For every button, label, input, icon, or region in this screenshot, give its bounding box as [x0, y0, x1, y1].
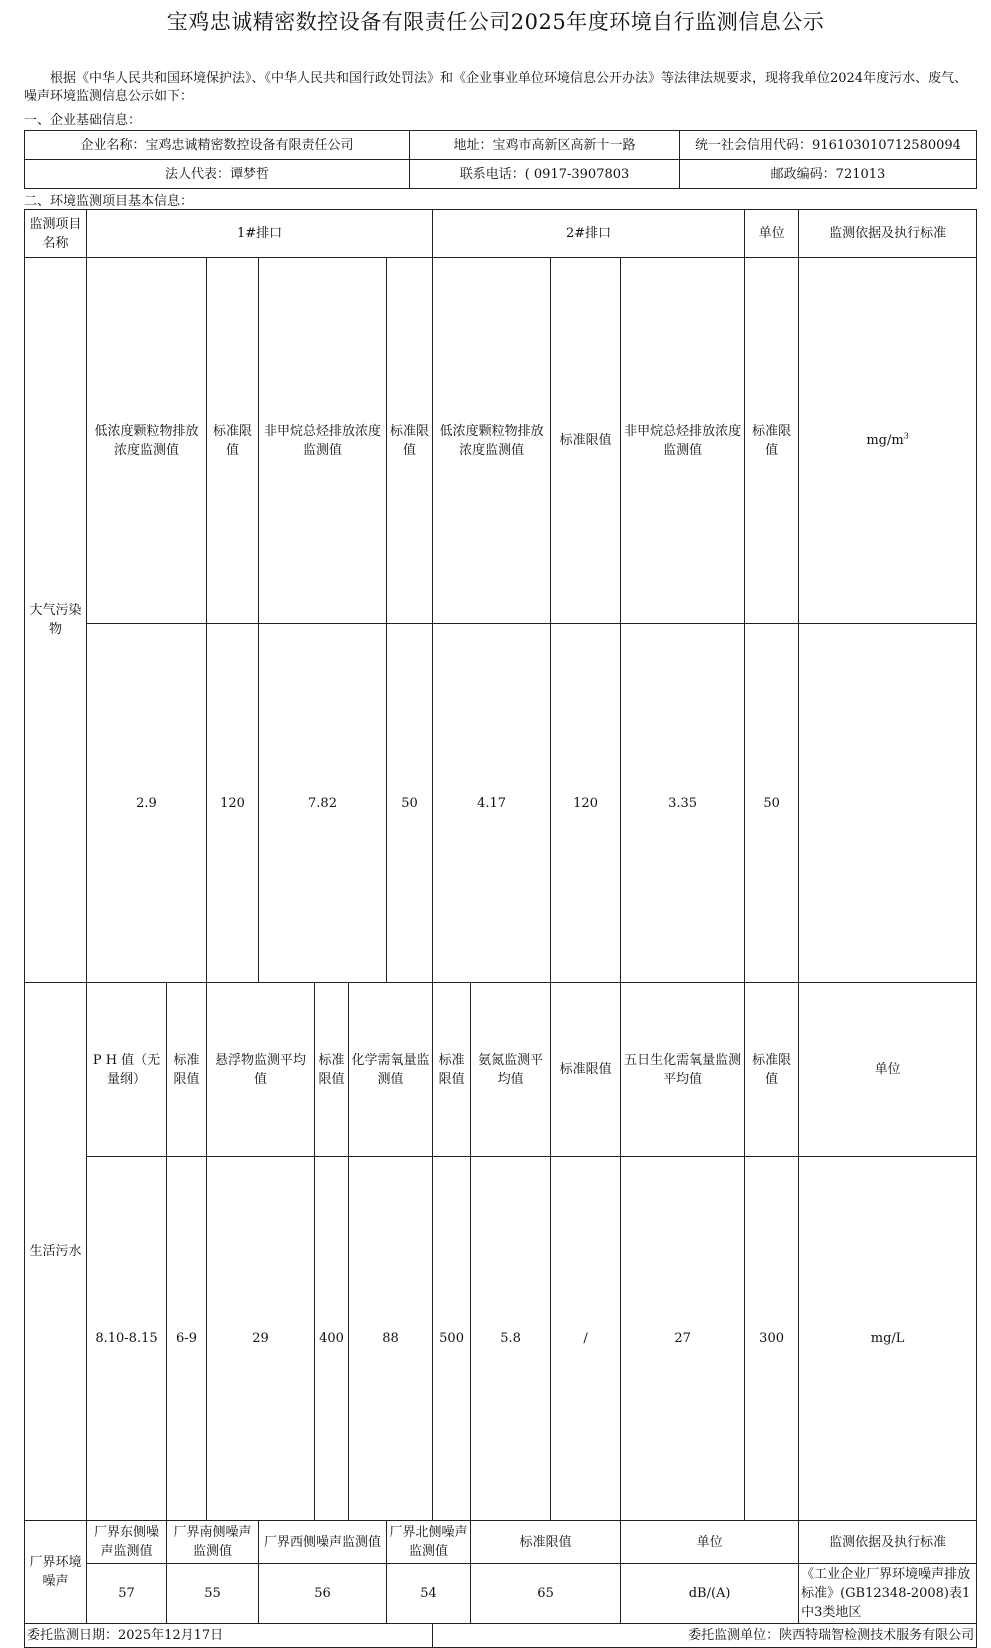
water-h2: 标准限值	[167, 983, 207, 1157]
header-unit: 单位	[745, 210, 799, 258]
noise-basis: 《工业企业厂界环境噪声排放标准》(GB12348-2008)表1中3类地区	[799, 1564, 977, 1624]
air-v5: 4.17	[433, 624, 551, 983]
footer-unit: 委托监测单位：陕西特瑞智检测技术服务有限公司	[433, 1624, 977, 1648]
air-v2: 120	[207, 624, 259, 983]
water-v10: 300	[745, 1157, 799, 1521]
air-value-row	[25, 624, 977, 983]
air-h1: 低浓度颗粒物排放浓度监测值	[87, 258, 207, 624]
water-v6: 500	[433, 1157, 471, 1521]
intro-paragraph	[24, 70, 972, 106]
noise-h3: 厂界西侧噪声监测值	[259, 1521, 387, 1564]
air-v3: 7.82	[259, 624, 387, 983]
water-label: 生活污水	[25, 983, 87, 1521]
water-v4: 400	[315, 1157, 349, 1521]
air-h2: 标准限值	[207, 258, 259, 624]
monitoring-table	[24, 209, 977, 1648]
header-outlet-2: 2#排口	[433, 210, 745, 258]
water-h11: 单位	[799, 983, 977, 1157]
water-v9: 27	[621, 1157, 745, 1521]
water-value-row	[25, 1157, 977, 1521]
noise-h2: 厂界南侧噪声监测值	[167, 1521, 259, 1564]
water-h4: 标准限值	[315, 983, 349, 1157]
air-label: 大气污染物	[25, 258, 87, 983]
header-item: 监测项目名称	[25, 210, 87, 258]
noise-v5: 65	[471, 1564, 621, 1624]
water-h9: 五日生化需氧量监测平均值	[621, 983, 745, 1157]
air-h8: 标准限值	[745, 258, 799, 624]
air-unit: $mg/m^3$	[799, 258, 977, 624]
noise-v3: 56	[259, 1564, 387, 1624]
footer-date: 委托监测日期：2025年12月17日	[25, 1624, 433, 1648]
noise-v2: 55	[167, 1564, 259, 1624]
noise-h1: 厂界东侧噪声监测值	[87, 1521, 167, 1564]
postal-code: 邮政编码：721013	[680, 160, 977, 189]
noise-header-row	[25, 1521, 977, 1564]
water-v2: 6-9	[167, 1157, 207, 1521]
header-row	[25, 210, 977, 258]
water-v7: 5.8	[471, 1157, 551, 1521]
noise-h5: 标准限值	[471, 1521, 621, 1564]
noise-label: 厂界环境噪声	[25, 1521, 87, 1624]
legal-representative: 法人代表：谭梦哲	[25, 160, 410, 189]
contact-phone: 联系电话：( 0917-3907803	[410, 160, 680, 189]
noise-h6: 单位	[621, 1521, 799, 1564]
water-header-row	[25, 983, 977, 1157]
air-h3: 非甲烷总烃排放浓度监测值	[259, 258, 387, 624]
noise-h7: 监测依据及执行标准	[799, 1521, 977, 1564]
page-title: 宝鸡忠诚精密数控设备有限责任公司2025年度环境自行监测信息公示	[166, 10, 825, 34]
noise-h4: 厂界北侧噪声监测值	[387, 1521, 471, 1564]
water-v11: mg/L	[799, 1157, 977, 1521]
water-h7: 氨氮监测平均值	[471, 983, 551, 1157]
company-address: 地址：宝鸡市高新区高新十一路	[410, 131, 680, 160]
footer-row	[25, 1624, 977, 1648]
header-outlet-1: 1#排口	[87, 210, 433, 258]
water-h1: P H 值（无量纲）	[87, 983, 167, 1157]
noise-v1: 57	[87, 1564, 167, 1624]
water-h6: 标准限值	[433, 983, 471, 1157]
air-v6: 120	[551, 624, 621, 983]
air-h7: 非甲烷总烃排放浓度监测值	[621, 258, 745, 624]
air-h4: 标准限值	[387, 258, 433, 624]
noise-v4: 54	[387, 1564, 471, 1624]
section-2-heading: 二、环境监测项目基本信息：	[24, 194, 194, 209]
section-1-heading: 一、企业基础信息：	[24, 113, 142, 128]
water-h3: 悬浮物监测平均值	[207, 983, 315, 1157]
air-v7: 3.35	[621, 624, 745, 983]
credit-code: 统一社会信用代码：916103010712580094	[680, 131, 977, 160]
header-basis: 监测依据及执行标准	[799, 210, 977, 258]
company-info-table	[24, 130, 977, 189]
water-v8: /	[551, 1157, 621, 1521]
water-v3: 29	[207, 1157, 315, 1521]
air-h5: 低浓度颗粒物排放浓度监测值	[433, 258, 551, 624]
noise-value-row	[25, 1564, 977, 1624]
company-name: 企业名称：宝鸡忠诚精密数控设备有限责任公司	[25, 131, 410, 160]
water-v1: 8.10-8.15	[87, 1157, 167, 1521]
water-h10: 标准限值	[745, 983, 799, 1157]
air-v1: 2.9	[87, 624, 207, 983]
water-h5: 化学需氧量监测值	[349, 983, 433, 1157]
noise-v6: dB/(A)	[621, 1564, 799, 1624]
air-header-row	[25, 258, 977, 624]
air-h6: 标准限值	[551, 258, 621, 624]
air-v4: 50	[387, 624, 433, 983]
intro-text: 根据《中华人民共和国环境保护法》、《中华人民共和国行政处罚法》和《企业事业单位环境信息公开办法》等法律法规要求，现将我单位2024年度污水、废气、噪声环境监测信息公示如下：	[24, 71, 968, 104]
air-v8: 50	[745, 624, 799, 983]
water-h8: 标准限值	[551, 983, 621, 1157]
water-v5: 88	[349, 1157, 433, 1521]
